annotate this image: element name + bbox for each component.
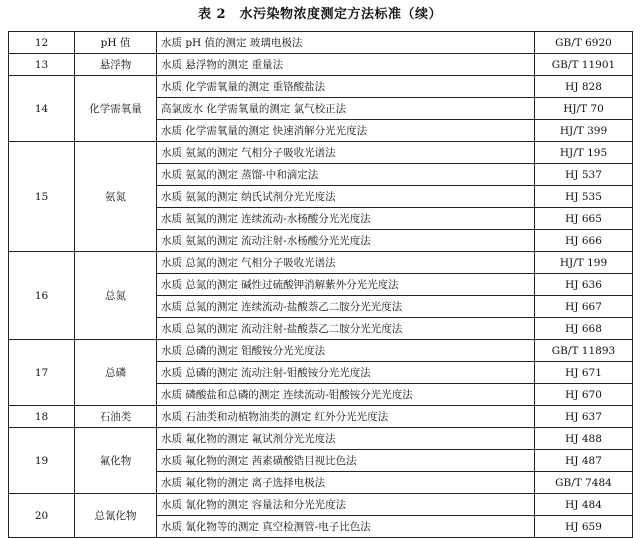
method-name: 水质 氨氮的测定 纳氏试剂分光光度法 — [157, 186, 535, 208]
standard-number: HJ 671 — [535, 362, 633, 384]
pollutant-item: pH 值 — [75, 32, 157, 54]
method-name: 水质 总氮的测定 碱性过硫酸钾消解紫外分光光度法 — [157, 274, 535, 296]
standard-number: GB/T 7484 — [535, 472, 633, 494]
method-name: 水质 pH 值的测定 玻璃电极法 — [157, 32, 535, 54]
row-number: 18 — [9, 406, 75, 428]
standard-number: HJ 535 — [535, 186, 633, 208]
pollutant-item: 石油类 — [75, 406, 157, 428]
method-name: 水质 氨氮的测定 蒸馏-中和滴定法 — [157, 164, 535, 186]
table-row — [9, 54, 633, 76]
standard-number: HJ 665 — [535, 208, 633, 230]
standard-number: HJ/T 199 — [535, 252, 633, 274]
standard-number: GB/T 6920 — [535, 32, 633, 54]
standard-number: HJ 668 — [535, 318, 633, 340]
row-number: 12 — [9, 32, 75, 54]
standard-number: HJ 828 — [535, 76, 633, 98]
row-number: 13 — [9, 54, 75, 76]
method-name: 水质 氰化物的测定 容量法和分光光度法 — [157, 494, 535, 516]
method-name: 水质 氰化物等的测定 真空检测管-电子比色法 — [157, 516, 535, 538]
standard-number: GB/T 11893 — [535, 340, 633, 362]
pollutant-item: 氟化物 — [75, 428, 157, 494]
row-number: 19 — [9, 428, 75, 494]
method-name: 水质 石油类和动植物油类的测定 红外分光光度法 — [157, 406, 535, 428]
row-number: 17 — [9, 340, 75, 406]
row-number: 15 — [9, 142, 75, 252]
standard-number: HJ 666 — [535, 230, 633, 252]
method-name: 水质 总磷的测定 流动注射-钼酸铵分光光度法 — [157, 362, 535, 384]
standard-number: HJ/T 70 — [535, 98, 633, 120]
method-name: 水质 化学需氧量的测定 重铬酸盐法 — [157, 76, 535, 98]
table-row — [9, 142, 633, 164]
standard-number: GB/T 11901 — [535, 54, 633, 76]
table-row — [9, 494, 633, 516]
table-row — [9, 32, 633, 54]
table-row — [9, 428, 633, 450]
method-name: 水质 氨氮的测定 气相分子吸收光谱法 — [157, 142, 535, 164]
method-name: 水质 氨氮的测定 流动注射-水杨酸分光光度法 — [157, 230, 535, 252]
pollutant-item: 总氮 — [75, 252, 157, 340]
standard-number: HJ/T 195 — [535, 142, 633, 164]
method-name: 水质 化学需氧量的测定 快速消解分光光度法 — [157, 120, 535, 142]
row-number: 16 — [9, 252, 75, 340]
standard-number: HJ 667 — [535, 296, 633, 318]
standard-number: HJ 636 — [535, 274, 633, 296]
method-name: 水质 氨氮的测定 连续流动-水杨酸分光光度法 — [157, 208, 535, 230]
method-name: 水质 总氮的测定 流动注射-盐酸萘乙二胺分光光度法 — [157, 318, 535, 340]
standard-number: HJ 488 — [535, 428, 633, 450]
table-row — [9, 252, 633, 274]
table-title: 表 2 水污染物浓度测定方法标准（续） — [197, 7, 443, 22]
standard-number: HJ/T 399 — [535, 120, 633, 142]
method-name: 高氯废水 化学需氧量的测定 氯气校正法 — [157, 98, 535, 120]
standard-number: HJ 487 — [535, 450, 633, 472]
method-name: 水质 氟化物的测定 茜素磺酸锆目视比色法 — [157, 450, 535, 472]
standards-table — [8, 31, 633, 538]
standard-number: HJ 670 — [535, 384, 633, 406]
pollutant-item: 氨氮 — [75, 142, 157, 252]
table-row — [9, 406, 633, 428]
table-row — [9, 340, 633, 362]
method-name: 水质 总氮的测定 连续流动-盐酸萘乙二胺分光光度法 — [157, 296, 535, 318]
row-number: 14 — [9, 76, 75, 142]
pollutant-item: 总磷 — [75, 340, 157, 406]
standard-number: HJ 484 — [535, 494, 633, 516]
standard-number: HJ 637 — [535, 406, 633, 428]
pollutant-item: 化学需氧量 — [75, 76, 157, 142]
pollutant-item: 总氰化物 — [75, 494, 157, 538]
method-name: 水质 悬浮物的测定 重量法 — [157, 54, 535, 76]
standard-number: HJ 659 — [535, 516, 633, 538]
method-name: 水质 总磷的测定 钼酸铵分光光度法 — [157, 340, 535, 362]
pollutant-item: 悬浮物 — [75, 54, 157, 76]
table-row — [9, 76, 633, 98]
row-number: 20 — [9, 494, 75, 538]
method-name: 水质 总氮的测定 气相分子吸收光谱法 — [157, 252, 535, 274]
method-name: 水质 氟化物的测定 氟试剂分光光度法 — [157, 428, 535, 450]
method-name: 水质 磷酸盐和总磷的测定 连续流动-钼酸铵分光光度法 — [157, 384, 535, 406]
method-name: 水质 氟化物的测定 离子选择电极法 — [157, 472, 535, 494]
standard-number: HJ 537 — [535, 164, 633, 186]
